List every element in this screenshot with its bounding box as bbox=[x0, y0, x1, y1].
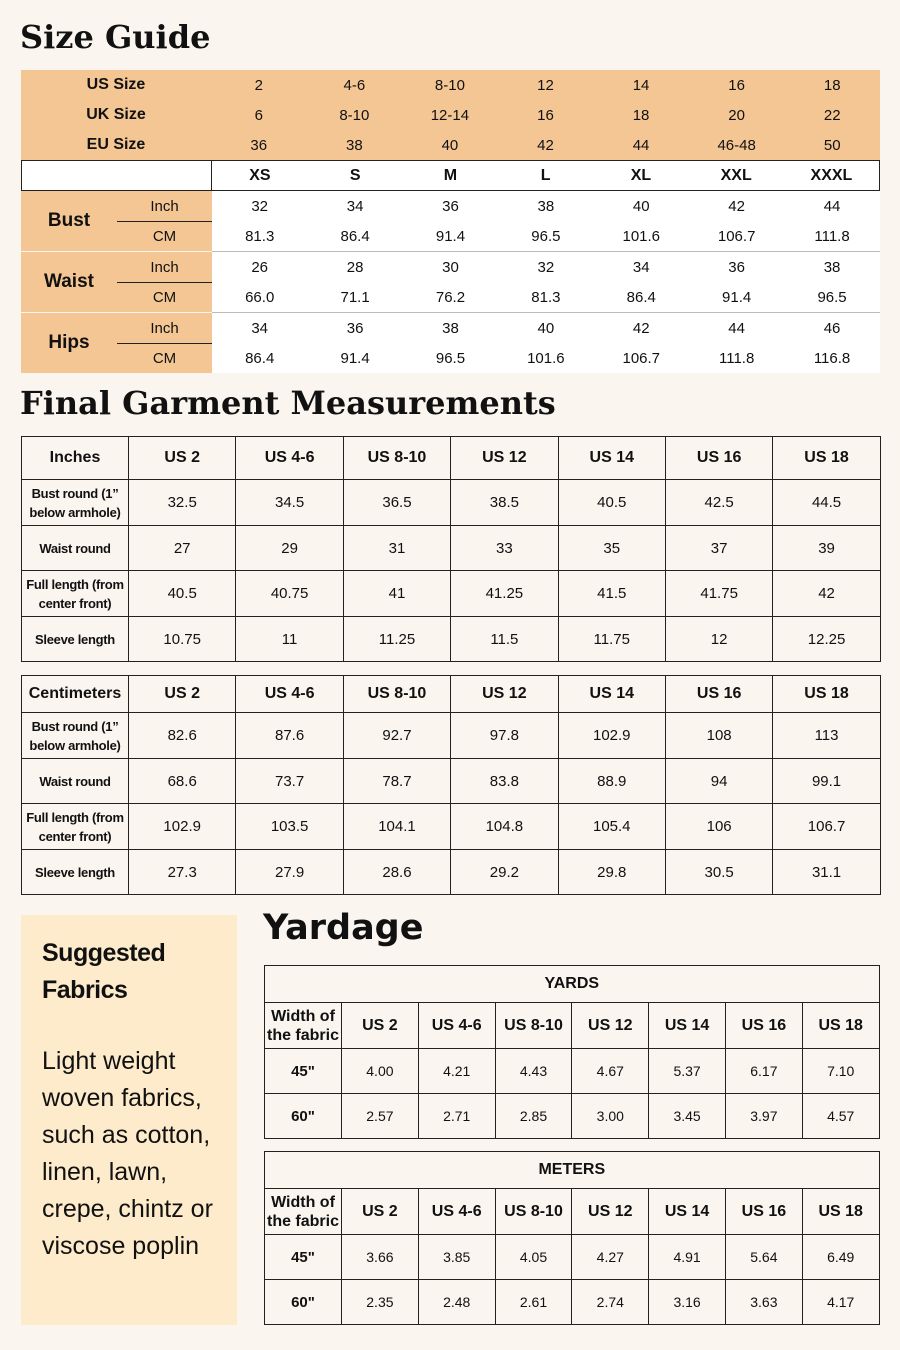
yardage-cell: 4.57 bbox=[802, 1094, 879, 1139]
size-cell: 36 bbox=[250, 136, 268, 154]
cm-value: 96.5 bbox=[435, 349, 466, 367]
size-row-label: US Size bbox=[86, 76, 146, 93]
yardage-cell: 6.17 bbox=[725, 1049, 802, 1094]
measurement-values bbox=[212, 252, 880, 312]
table-row bbox=[22, 850, 881, 895]
size-header: US 12 bbox=[572, 1003, 649, 1049]
size-cell: 4-6 bbox=[343, 76, 366, 94]
row-label-line1: Bust round (1” bbox=[31, 718, 119, 734]
cm-value: 106.7 bbox=[717, 227, 756, 245]
cm-value: 81.3 bbox=[531, 288, 561, 306]
measurement-cell: 40.5 bbox=[558, 480, 665, 526]
width-of-fabric-label bbox=[265, 1003, 342, 1049]
yardage-cell: 4.27 bbox=[572, 1235, 649, 1280]
measurement-name: Bust bbox=[47, 210, 91, 231]
measurement-cell: 40.75 bbox=[236, 571, 343, 617]
measurement-block-hips bbox=[21, 313, 880, 373]
size-header: US 18 bbox=[802, 1189, 879, 1235]
cm-value: 96.5 bbox=[817, 288, 847, 306]
row-label-line1: Sleeve length bbox=[35, 864, 115, 880]
size-cell: 18 bbox=[823, 76, 841, 94]
row-label bbox=[22, 526, 129, 571]
letter-size-cell: XXL bbox=[720, 166, 752, 184]
inch-value: 38 bbox=[537, 197, 555, 215]
size-header: US 14 bbox=[649, 1189, 726, 1235]
measurement-cell: 103.5 bbox=[236, 804, 343, 850]
size-header: US 12 bbox=[451, 676, 558, 713]
cm-values-row bbox=[212, 282, 880, 312]
size-cell: 14 bbox=[632, 76, 650, 94]
measurement-values bbox=[212, 313, 880, 373]
measurement-cell: 37 bbox=[665, 526, 772, 571]
measurement-cell: 97.8 bbox=[451, 713, 558, 759]
yardage-cell: 2.74 bbox=[572, 1280, 649, 1325]
width-label-line2: the fabric bbox=[266, 1026, 339, 1044]
yardage-unit-title: YARDS bbox=[265, 966, 880, 1003]
measurement-cell: 34.5 bbox=[236, 480, 343, 526]
row-label bbox=[22, 571, 129, 617]
measurement-values bbox=[212, 191, 880, 251]
inch-value: 34 bbox=[632, 258, 650, 276]
row-label-line2: center front) bbox=[38, 828, 112, 844]
measurement-name: Waist bbox=[44, 271, 94, 292]
table-row bbox=[22, 617, 881, 662]
unit-inch-label: Inch bbox=[117, 252, 212, 283]
size-header: US 8-10 bbox=[343, 676, 450, 713]
size-cell: 2 bbox=[254, 76, 263, 94]
unit-cm-label: CM bbox=[152, 288, 177, 306]
table-row bbox=[265, 1235, 880, 1280]
measurement-block-waist bbox=[21, 252, 880, 312]
size-header: US 18 bbox=[802, 1003, 879, 1049]
inch-value: 46 bbox=[823, 319, 841, 337]
measurement-cell: 39 bbox=[773, 526, 880, 571]
inch-value: 36 bbox=[728, 258, 745, 276]
row-label-line1: Sleeve length bbox=[35, 631, 115, 647]
size-row bbox=[21, 130, 880, 160]
yardage-cell: 2.35 bbox=[342, 1280, 419, 1325]
measurement-cell: 12.25 bbox=[773, 617, 880, 662]
measurement-cell: 27 bbox=[129, 526, 236, 571]
measurement-cell: 113 bbox=[773, 713, 880, 759]
inch-value: 42 bbox=[728, 197, 745, 215]
header-row bbox=[22, 676, 881, 713]
measurement-cell: 41.75 bbox=[665, 571, 772, 617]
size-cell: 12 bbox=[537, 76, 554, 94]
size-header: US 14 bbox=[558, 676, 665, 713]
table-row bbox=[22, 526, 881, 571]
width-label-line1: Width of bbox=[271, 1007, 335, 1025]
measurement-block-bust bbox=[21, 191, 880, 251]
measurement-cell: 36.5 bbox=[343, 480, 450, 526]
measurement-cell: 12 bbox=[665, 617, 772, 662]
yardage-unit-title: METERS bbox=[265, 1152, 880, 1189]
cm-value: 71.1 bbox=[340, 288, 370, 306]
yardage-cell: 3.45 bbox=[649, 1094, 726, 1139]
suggested-fabrics-box bbox=[21, 915, 237, 1325]
final-garment-title: Final Garment Measurements bbox=[20, 384, 556, 422]
row-label-line1: Waist round bbox=[39, 773, 111, 789]
yardage-cell: 6.49 bbox=[802, 1235, 879, 1280]
size-row-label: EU Size bbox=[86, 136, 146, 153]
letter-size-row bbox=[21, 160, 880, 191]
yardage-cell: 3.66 bbox=[342, 1235, 419, 1280]
size-header: US 16 bbox=[665, 676, 772, 713]
cm-value: 66.0 bbox=[245, 288, 275, 306]
yardage-cell: 2.57 bbox=[342, 1094, 419, 1139]
yardage-cell: 7.10 bbox=[802, 1049, 879, 1094]
size-cell: 44 bbox=[632, 136, 650, 154]
letter-size-cell: XS bbox=[249, 166, 271, 184]
yardage-cell: 2.85 bbox=[495, 1094, 572, 1139]
measurement-cell: 68.6 bbox=[129, 759, 236, 804]
measurement-cell: 11.75 bbox=[558, 617, 665, 662]
inch-value: 36 bbox=[442, 197, 459, 215]
garment-inches-table bbox=[21, 436, 881, 662]
measurement-cell: 82.6 bbox=[129, 713, 236, 759]
measurement-cell: 83.8 bbox=[451, 759, 558, 804]
inch-value: 34 bbox=[346, 197, 364, 215]
measurement-cell: 99.1 bbox=[773, 759, 880, 804]
fabrics-title: Suggested Fabrics bbox=[42, 939, 166, 1004]
measurement-cell: 78.7 bbox=[343, 759, 450, 804]
size-row bbox=[21, 100, 880, 130]
size-cell: 16 bbox=[537, 106, 554, 124]
measurement-cell: 87.6 bbox=[236, 713, 343, 759]
cm-value: 86.4 bbox=[626, 288, 656, 306]
table-unit-corner: Inches bbox=[22, 437, 129, 480]
letter-size-cell: XXXL bbox=[810, 166, 853, 184]
cm-value: 101.6 bbox=[622, 227, 661, 245]
yardage-cell: 3.16 bbox=[649, 1280, 726, 1325]
header-row bbox=[22, 437, 881, 480]
inch-value: 32 bbox=[251, 197, 269, 215]
yardage-cell: 3.97 bbox=[725, 1094, 802, 1139]
measurement-cell: 33 bbox=[451, 526, 558, 571]
yardage-cell: 4.00 bbox=[342, 1049, 419, 1094]
yardage-cell: 3.85 bbox=[418, 1235, 495, 1280]
inch-value: 34 bbox=[251, 319, 269, 337]
size-header: US 14 bbox=[558, 437, 665, 480]
table-unit-corner: Centimeters bbox=[22, 676, 129, 713]
table-row bbox=[22, 571, 881, 617]
measurement-label-area bbox=[21, 252, 212, 312]
cm-value: 86.4 bbox=[340, 227, 370, 245]
width-label-line1: Width of bbox=[271, 1193, 335, 1211]
measurement-cell: 29.8 bbox=[558, 850, 665, 895]
size-header: US 8-10 bbox=[495, 1189, 572, 1235]
size-header: US 2 bbox=[342, 1003, 419, 1049]
unit-inch-label: Inch bbox=[117, 313, 212, 344]
yardage-cell: 4.05 bbox=[495, 1235, 572, 1280]
measurement-cell: 35 bbox=[558, 526, 665, 571]
letter-size-cell: XL bbox=[630, 166, 652, 184]
cm-value: 111.8 bbox=[814, 227, 850, 245]
yardage-cell: 4.17 bbox=[802, 1280, 879, 1325]
measurement-divider bbox=[212, 312, 880, 313]
yardage-cell: 4.43 bbox=[495, 1049, 572, 1094]
yardage-title-row bbox=[265, 1152, 880, 1189]
row-label bbox=[22, 617, 129, 662]
row-label-line1: Full length (from bbox=[26, 809, 124, 825]
size-cell: 46-48 bbox=[717, 136, 756, 154]
measurement-cell: 104.8 bbox=[451, 804, 558, 850]
measurement-cell: 102.9 bbox=[558, 713, 665, 759]
size-cell: 40 bbox=[441, 136, 459, 154]
unit-cm-label: CM bbox=[152, 349, 177, 367]
measurement-cell: 29 bbox=[236, 526, 343, 571]
measurement-cell: 41.5 bbox=[558, 571, 665, 617]
table-row bbox=[22, 804, 881, 850]
size-header: US 4-6 bbox=[418, 1003, 495, 1049]
row-label-line1: Full length (from bbox=[26, 576, 124, 592]
measurement-cell: 102.9 bbox=[129, 804, 236, 850]
fabric-width-label: 45" bbox=[265, 1235, 342, 1280]
fabrics-text: Light weight woven fabrics, such as cotton, linen, lawn, crepe, chintz or viscose poplin bbox=[42, 1047, 213, 1260]
measurement-cell: 32.5 bbox=[129, 480, 236, 526]
letter-size-cell: S bbox=[349, 166, 361, 184]
cm-value: 91.4 bbox=[340, 349, 370, 367]
cm-values-row bbox=[212, 221, 880, 251]
size-cell: 38 bbox=[345, 136, 363, 154]
measurement-cell: 104.1 bbox=[343, 804, 450, 850]
measurement-cell: 38.5 bbox=[451, 480, 558, 526]
measurement-cell: 27.9 bbox=[236, 850, 343, 895]
cm-value: 106.7 bbox=[622, 349, 661, 367]
measurement-cell: 88.9 bbox=[558, 759, 665, 804]
inch-values-row bbox=[212, 313, 880, 343]
inch-value: 44 bbox=[823, 197, 841, 215]
measurement-cell: 11.25 bbox=[343, 617, 450, 662]
size-header: US 16 bbox=[725, 1003, 802, 1049]
unit-cm-label: CM bbox=[152, 227, 177, 245]
measurement-label-area bbox=[21, 191, 212, 251]
letter-size-cell: L bbox=[540, 166, 551, 184]
yardage-cell: 5.37 bbox=[649, 1049, 726, 1094]
measurement-cell: 41 bbox=[343, 571, 450, 617]
yardage-cell: 2.48 bbox=[418, 1280, 495, 1325]
row-label bbox=[22, 759, 129, 804]
size-header: US 8-10 bbox=[343, 437, 450, 480]
measurement-cell: 31.1 bbox=[773, 850, 880, 895]
measurement-cell: 106 bbox=[665, 804, 772, 850]
letter-row-corner bbox=[22, 161, 212, 190]
cm-value: 101.6 bbox=[527, 349, 565, 367]
size-cell: 22 bbox=[823, 106, 841, 124]
inch-value: 32 bbox=[537, 258, 555, 276]
measurement-cell: 11 bbox=[236, 617, 343, 662]
measurement-cell: 106.7 bbox=[773, 804, 880, 850]
size-header: US 4-6 bbox=[236, 676, 343, 713]
garment-centimeters-table bbox=[21, 675, 881, 895]
size-header: US 12 bbox=[451, 437, 558, 480]
inch-value: 38 bbox=[823, 258, 841, 276]
size-header: US 8-10 bbox=[495, 1003, 572, 1049]
measurement-cell: 29.2 bbox=[451, 850, 558, 895]
header-row bbox=[265, 1189, 880, 1235]
measurement-cell: 105.4 bbox=[558, 804, 665, 850]
size-cell: 16 bbox=[728, 76, 745, 94]
table-row bbox=[265, 1280, 880, 1325]
letter-size-cell: M bbox=[443, 166, 458, 184]
size-header: US 12 bbox=[572, 1189, 649, 1235]
inch-values-row bbox=[212, 191, 880, 221]
inch-value: 42 bbox=[632, 319, 650, 337]
measurement-cell: 41.25 bbox=[451, 571, 558, 617]
yardage-cell: 2.61 bbox=[495, 1280, 572, 1325]
size-cell: 42 bbox=[537, 136, 554, 154]
cm-value: 91.4 bbox=[722, 288, 752, 306]
yardage-cell: 5.64 bbox=[725, 1235, 802, 1280]
row-label-line2: center front) bbox=[38, 595, 112, 611]
row-label-line2: below armhole) bbox=[29, 737, 121, 753]
inch-value: 28 bbox=[346, 258, 364, 276]
size-header: US 4-6 bbox=[236, 437, 343, 480]
inch-values-row bbox=[212, 252, 880, 282]
measurement-cell: 40.5 bbox=[129, 571, 236, 617]
size-header: US 2 bbox=[342, 1189, 419, 1235]
measurement-cell: 11.5 bbox=[451, 617, 558, 662]
cm-value: 116.8 bbox=[813, 349, 851, 367]
cm-value: 96.5 bbox=[531, 227, 561, 245]
measurement-cell: 27.3 bbox=[129, 850, 236, 895]
header-row bbox=[265, 1003, 880, 1049]
size-cell: 20 bbox=[728, 106, 745, 124]
size-row bbox=[21, 70, 880, 100]
size-header: US 2 bbox=[129, 437, 236, 480]
size-header: US 18 bbox=[773, 437, 880, 480]
measurement-cell: 94 bbox=[665, 759, 772, 804]
size-header: US 16 bbox=[725, 1189, 802, 1235]
yardage-cell: 4.91 bbox=[649, 1235, 726, 1280]
yardage-title: Yardage bbox=[263, 908, 424, 948]
row-label-line1: Waist round bbox=[39, 540, 111, 556]
cm-value: 111.8 bbox=[718, 349, 755, 367]
size-header: US 2 bbox=[129, 676, 236, 713]
row-label-line2: below armhole) bbox=[29, 504, 121, 520]
size-header: US 18 bbox=[773, 676, 880, 713]
size-cell: 50 bbox=[823, 136, 841, 154]
fabric-width-label: 60" bbox=[265, 1280, 342, 1325]
measurement-cell: 28.6 bbox=[343, 850, 450, 895]
yardage-meters-table bbox=[264, 1151, 880, 1325]
row-label bbox=[22, 850, 129, 895]
yardage-cell: 3.63 bbox=[725, 1280, 802, 1325]
table-row bbox=[22, 759, 881, 804]
size-cell: 8-10 bbox=[434, 76, 465, 94]
yardage-cell: 4.67 bbox=[572, 1049, 649, 1094]
measurement-cell: 73.7 bbox=[236, 759, 343, 804]
measurement-cell: 42 bbox=[773, 571, 880, 617]
row-label bbox=[22, 480, 129, 526]
measurement-cell: 10.75 bbox=[129, 617, 236, 662]
size-header: US 14 bbox=[649, 1003, 726, 1049]
row-label bbox=[22, 804, 129, 850]
measurement-cell: 42.5 bbox=[665, 480, 772, 526]
table-row bbox=[265, 1049, 880, 1094]
yardage-cell: 2.71 bbox=[418, 1094, 495, 1139]
yardage-cell: 3.00 bbox=[572, 1094, 649, 1139]
cm-value: 81.3 bbox=[245, 227, 275, 245]
measurement-divider bbox=[212, 251, 880, 252]
measurement-cell: 31 bbox=[343, 526, 450, 571]
inch-value: 40 bbox=[632, 197, 650, 215]
measurement-cell: 92.7 bbox=[343, 713, 450, 759]
size-cell: 8-10 bbox=[339, 106, 370, 124]
size-header: US 4-6 bbox=[418, 1189, 495, 1235]
measurement-cell: 108 bbox=[665, 713, 772, 759]
table-row bbox=[265, 1094, 880, 1139]
table-row bbox=[22, 480, 881, 526]
row-label-line1: Bust round (1” bbox=[31, 485, 119, 501]
inch-value: 30 bbox=[442, 258, 459, 276]
measurement-name: Hips bbox=[48, 332, 90, 353]
size-header: US 16 bbox=[665, 437, 772, 480]
inch-value: 36 bbox=[346, 319, 364, 337]
measurement-cell: 30.5 bbox=[665, 850, 772, 895]
table-row bbox=[22, 713, 881, 759]
yardage-yards-table bbox=[264, 965, 880, 1139]
inch-value: 40 bbox=[537, 319, 555, 337]
row-label bbox=[22, 713, 129, 759]
inch-value: 44 bbox=[728, 319, 745, 337]
yardage-cell: 4.21 bbox=[418, 1049, 495, 1094]
size-cell: 12-14 bbox=[430, 106, 470, 124]
measurement-label-area bbox=[21, 313, 212, 373]
fabric-width-label: 45" bbox=[265, 1049, 342, 1094]
width-of-fabric-label bbox=[265, 1189, 342, 1235]
cm-value: 91.4 bbox=[435, 227, 466, 245]
unit-inch-label: Inch bbox=[117, 191, 212, 222]
size-guide-title: Size Guide bbox=[20, 18, 211, 56]
cm-values-row bbox=[212, 343, 880, 373]
inch-value: 38 bbox=[442, 319, 459, 337]
width-label-line2: the fabric bbox=[266, 1212, 339, 1230]
size-cell: 6 bbox=[254, 106, 263, 124]
cm-value: 76.2 bbox=[435, 288, 466, 306]
measurement-cell: 44.5 bbox=[773, 480, 880, 526]
fabric-width-label: 60" bbox=[265, 1094, 342, 1139]
yardage-title-row bbox=[265, 966, 880, 1003]
inch-value: 26 bbox=[251, 258, 269, 276]
size-row-label: UK Size bbox=[86, 106, 146, 123]
size-cell: 18 bbox=[632, 106, 650, 124]
cm-value: 86.4 bbox=[245, 349, 275, 367]
